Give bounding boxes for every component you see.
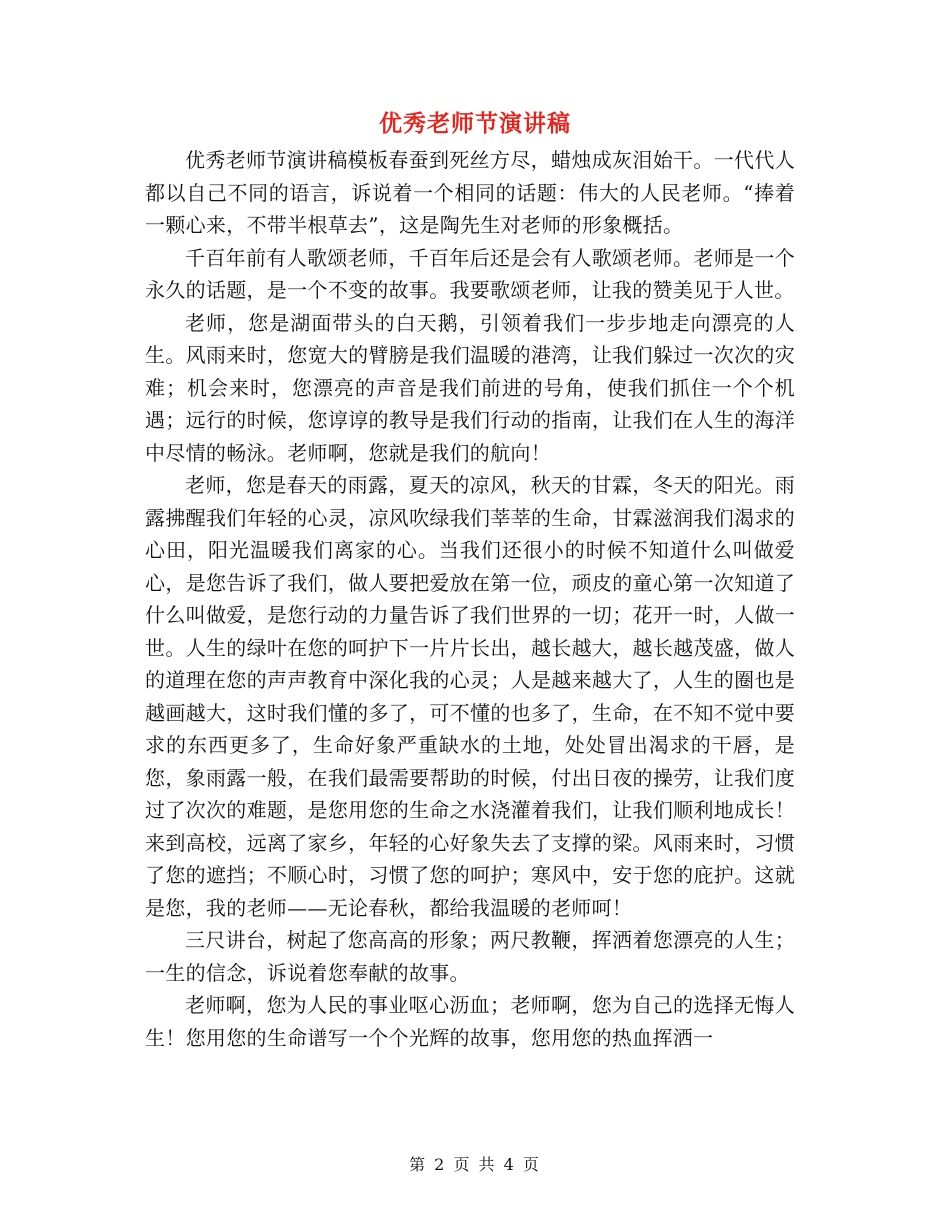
paragraph-2: 千百年前有人歌颂老师，千百年后还是会有人歌颂老师。老师是一个永久的话题，是一个不变的故事。我要歌颂老师，让我的赞美见于人世。 — [145, 245, 795, 302]
paragraph-1: 优秀老师节演讲稿模板春蚕到死丝方尽，蜡烛成灰泪始干。一代代人都以自己不同的语言，诉说着一个相同的话题：伟大的人民老师。“捧着一颗心来，不带半根草去”，这是陶先生对老师的形象概括。 — [145, 148, 795, 237]
page-footer: 第 2 页 共 4 页 — [409, 1155, 541, 1174]
paragraph-3: 老师，您是湖面带头的白天鹅，引领着我们一步步地走向漂亮的人生。风雨来时，您宽大的臂膀是我们温暖的港湾，让我们躲过一次次的灾难；机会来时，您漂亮的声音是我们前进的号角，使我们抓住一个个机遇；远行的时候，您谆谆的教导是我们行动的指南，让我们在人生的海洋中尽情的畅泳。老师啊，您就是我们的航向！ — [145, 310, 795, 465]
paragraph-5: 三尺讲台，树起了您高高的形象；两尺教鞭，挥洒着您漂亮的人生；一生的信念，诉说着您奉献的故事。 — [145, 928, 795, 985]
paragraph-6: 老师啊，您为人民的事业呕心沥血；老师啊，您为自己的选择无悔人生！您用您的生命谱写一个个光辉的故事，您用您的热血挥洒一 — [145, 993, 795, 1050]
document-body — [145, 144, 795, 1054]
paragraph-4: 老师，您是春天的雨露，夏天的凉风，秋天的甘霖，冬天的阳光。雨露拂醒我们年轻的心灵，凉风吹绿我们莘莘的生命，甘霖滋润我们渴求的心田，阳光温暖我们离家的心。当我们还很小的时候不知道什么叫做爱心，是您告诉了我们，做人要把爱放在第一位，顽皮的童心第一次知道了什么叫做爱，是您行动的力量告诉了我们世界的一切；花开一时，人做一世。人生的绿叶在您的呵护下一片片长出，越长越大，越长越茂盛，做人的道理在您的声声教育中深化我的心灵；人是越来越大了，人生的圈也是越画越大，这时我们懂的多了，可不懂的也多了，生命，在不知不觉中要求的东西更多了，生命好象严重缺水的土地，处处冒出渴求的干唇，是您，象雨露一般，在我们最需要帮助的时候，付出日夜的操劳，让我们度过了次次的难题，是您用您的生命之水浇灌着我们，让我们顺利地成长！来到高校，远离了家乡，年轻的心好象失去了支撑的梁。风雨来时，习惯了您的遮挡；不顺心时，习惯了您的呵护；寒风中，安于您的庇护。这就是您，我的老师——无论春秋，都给我温暖的老师呵！ — [145, 473, 795, 920]
document-title: 优秀老师节演讲稿 — [379, 110, 571, 137]
